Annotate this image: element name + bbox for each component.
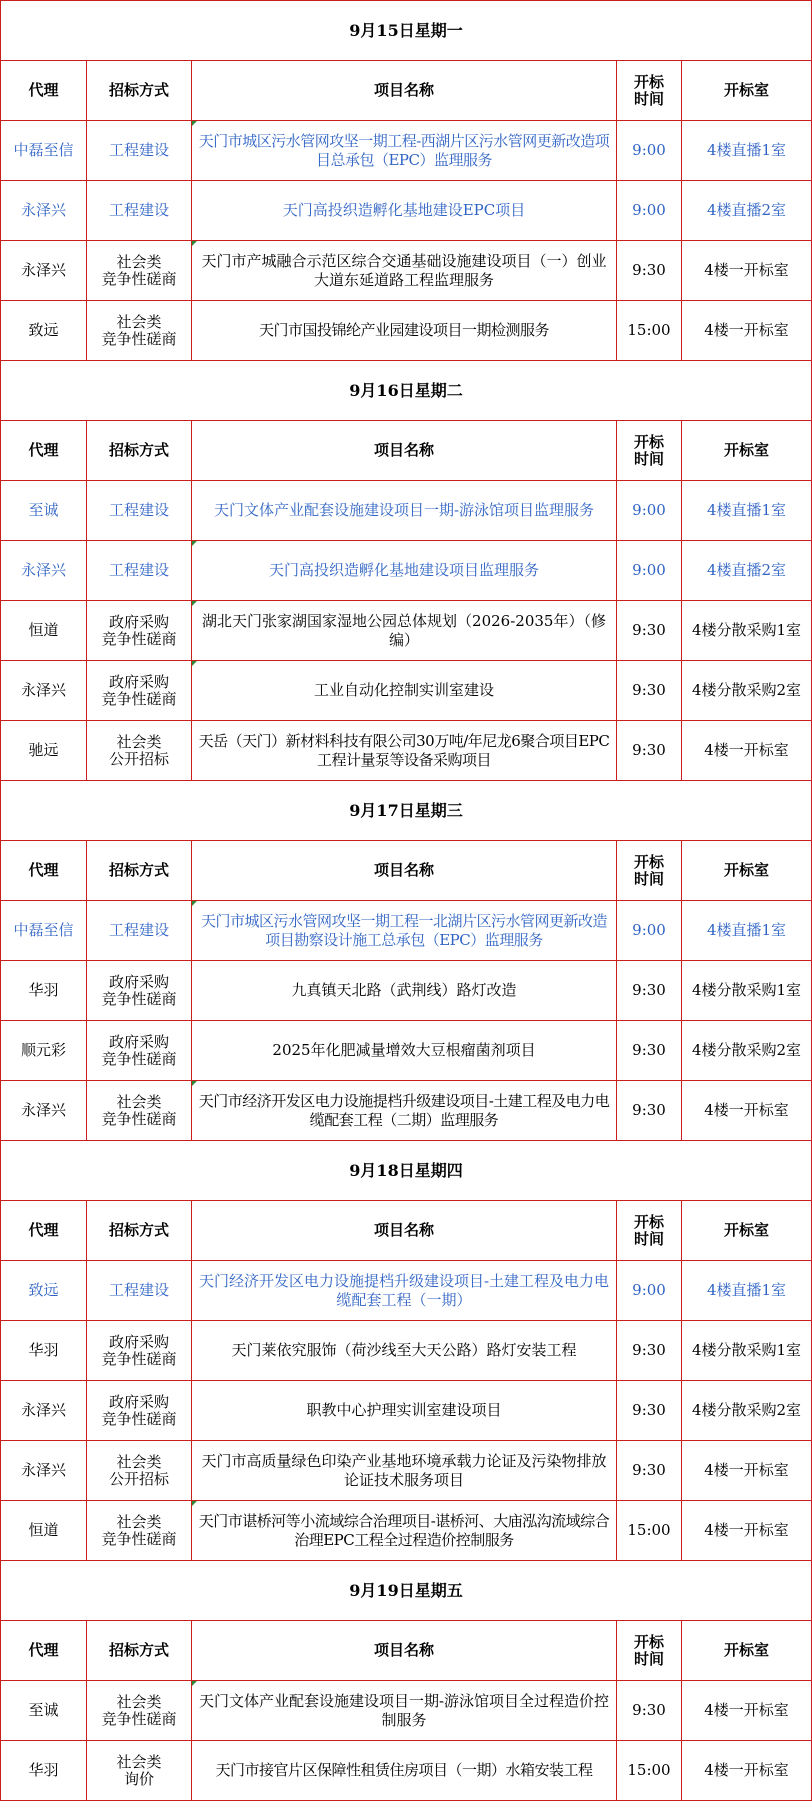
time-cell: 15:00 <box>617 1501 682 1561</box>
header-project: 项目名称 <box>192 1201 617 1261</box>
agent-cell: 永泽兴 <box>1 241 87 301</box>
method-cell: 工程建设 <box>87 121 192 181</box>
agent-cell: 华羽 <box>1 961 87 1021</box>
day-title: 9月18日星期四 <box>1 1141 812 1201</box>
header-method: 招标方式 <box>87 61 192 121</box>
table-row <box>1 661 812 721</box>
agent-cell: 永泽兴 <box>1 1441 87 1501</box>
method-cell: 社会类 询价 <box>87 1741 192 1801</box>
agent-cell: 恒道 <box>1 1501 87 1561</box>
header-agent: 代理 <box>1 1201 87 1261</box>
project-name-cell: 天门文体产业配套设施建设项目一期-游泳馆项目监理服务 <box>192 481 617 541</box>
method-cell: 社会类 竞争性磋商 <box>87 1081 192 1141</box>
room-cell: 4楼分散采购2室 <box>682 661 812 721</box>
header-time: 开标 时间 <box>617 1201 682 1261</box>
project-name-cell: 职教中心护理实训室建设项目 <box>192 1381 617 1441</box>
agent-cell: 永泽兴 <box>1 661 87 721</box>
header-method: 招标方式 <box>87 421 192 481</box>
project-name-cell: 天门市国投锦纶产业园建设项目一期检测服务 <box>192 301 617 361</box>
room-cell: 4楼一开标室 <box>682 241 812 301</box>
project-name-cell: 天门市城区污水管网攻坚一期工程一北湖片区污水管网更新改造项目勘察设计施工总承包（EPC）监理服务 <box>192 901 617 961</box>
method-cell: 政府采购 竞争性磋商 <box>87 1381 192 1441</box>
table-row <box>1 1741 812 1801</box>
room-cell: 4楼直播2室 <box>682 541 812 601</box>
project-name-cell: 天门市高质量绿色印染产业基地环境承载力论证及污染物排放论证技术服务项目 <box>192 1441 617 1501</box>
method-cell: 政府采购 竞争性磋商 <box>87 1021 192 1081</box>
header-room: 开标室 <box>682 841 812 901</box>
method-cell: 政府采购 竞争性磋商 <box>87 1321 192 1381</box>
header-agent: 代理 <box>1 1621 87 1681</box>
header-method: 招标方式 <box>87 1201 192 1261</box>
header-project: 项目名称 <box>192 421 617 481</box>
agent-cell: 致远 <box>1 1261 87 1321</box>
project-name-cell: 九真镇天北路（武荆线）路灯改造 <box>192 961 617 1021</box>
header-time: 开标 时间 <box>617 1621 682 1681</box>
time-cell: 9:00 <box>617 1261 682 1321</box>
day-header-row <box>1 1 812 61</box>
project-name-cell: 天门莱依究服饰（荷沙线至大天公路）路灯安装工程 <box>192 1321 617 1381</box>
project-name-cell: 天门市城区污水管网攻坚一期工程-西湖片区污水管网更新改造项目总承包（EPC）监理服务 <box>192 121 617 181</box>
header-agent: 代理 <box>1 841 87 901</box>
column-header-row <box>1 421 812 481</box>
agent-cell: 驰远 <box>1 721 87 781</box>
room-cell: 4楼直播2室 <box>682 181 812 241</box>
bid-schedule-body <box>1 1 812 1801</box>
table-row <box>1 1381 812 1441</box>
agent-cell: 华羽 <box>1 1321 87 1381</box>
room-cell: 4楼直播1室 <box>682 481 812 541</box>
header-method: 招标方式 <box>87 841 192 901</box>
room-cell: 4楼分散采购2室 <box>682 1021 812 1081</box>
room-cell: 4楼直播1室 <box>682 1261 812 1321</box>
method-cell: 社会类 竞争性磋商 <box>87 241 192 301</box>
day-header-row <box>1 781 812 841</box>
table-row <box>1 301 812 361</box>
project-name-cell: 天门文体产业配套设施建设项目一期-游泳馆项目全过程造价控制服务 <box>192 1681 617 1741</box>
time-cell: 9:30 <box>617 1081 682 1141</box>
day-header-row <box>1 1561 812 1621</box>
header-room: 开标室 <box>682 1201 812 1261</box>
time-cell: 9:30 <box>617 1321 682 1381</box>
day-title: 9月19日星期五 <box>1 1561 812 1621</box>
agent-cell: 华羽 <box>1 1741 87 1801</box>
method-cell: 工程建设 <box>87 1261 192 1321</box>
room-cell: 4楼一开标室 <box>682 1441 812 1501</box>
header-room: 开标室 <box>682 421 812 481</box>
header-agent: 代理 <box>1 421 87 481</box>
agent-cell: 中磊至信 <box>1 121 87 181</box>
header-room: 开标室 <box>682 61 812 121</box>
project-name-cell: 天门高投织造孵化基地建设项目监理服务 <box>192 541 617 601</box>
room-cell: 4楼直播1室 <box>682 121 812 181</box>
agent-cell: 永泽兴 <box>1 181 87 241</box>
project-name-cell: 2025年化肥减量增效大豆根瘤菌剂项目 <box>192 1021 617 1081</box>
column-header-row <box>1 1621 812 1681</box>
table-row <box>1 541 812 601</box>
header-project: 项目名称 <box>192 841 617 901</box>
time-cell: 15:00 <box>617 1741 682 1801</box>
room-cell: 4楼一开标室 <box>682 1081 812 1141</box>
room-cell: 4楼直播1室 <box>682 901 812 961</box>
header-time: 开标 时间 <box>617 61 682 121</box>
table-row <box>1 721 812 781</box>
project-name-cell: 天门市经济开发区电力设施提档升级建设项目-土建工程及电力电缆配套工程（二期）监理服务 <box>192 1081 617 1141</box>
time-cell: 9:00 <box>617 541 682 601</box>
column-header-row <box>1 1201 812 1261</box>
header-agent: 代理 <box>1 61 87 121</box>
table-row <box>1 901 812 961</box>
project-name-cell: 工业自动化控制实训室建设 <box>192 661 617 721</box>
agent-cell: 恒道 <box>1 601 87 661</box>
project-name-cell: 天门市接官片区保障性租赁住房项目（一期）水箱安装工程 <box>192 1741 617 1801</box>
room-cell: 4楼一开标室 <box>682 1741 812 1801</box>
project-name-cell: 天岳（天门）新材料科技有限公司30万吨/年尼龙6聚合项目EPC工程计量泵等设备采购项目 <box>192 721 617 781</box>
time-cell: 9:30 <box>617 1681 682 1741</box>
table-row <box>1 1261 812 1321</box>
agent-cell: 永泽兴 <box>1 1381 87 1441</box>
room-cell: 4楼一开标室 <box>682 721 812 781</box>
table-row <box>1 241 812 301</box>
column-header-row <box>1 841 812 901</box>
time-cell: 9:30 <box>617 241 682 301</box>
agent-cell: 永泽兴 <box>1 1081 87 1141</box>
agent-cell: 至诚 <box>1 481 87 541</box>
table-row <box>1 1321 812 1381</box>
method-cell: 政府采购 竞争性磋商 <box>87 961 192 1021</box>
agent-cell: 中磊至信 <box>1 901 87 961</box>
time-cell: 9:00 <box>617 121 682 181</box>
header-time: 开标 时间 <box>617 421 682 481</box>
time-cell: 9:30 <box>617 1441 682 1501</box>
method-cell: 工程建设 <box>87 181 192 241</box>
method-cell: 工程建设 <box>87 481 192 541</box>
table-row <box>1 1501 812 1561</box>
project-name-cell: 天门市产城融合示范区综合交通基础设施建设项目（一）创业大道东延道路工程监理服务 <box>192 241 617 301</box>
time-cell: 9:30 <box>617 1381 682 1441</box>
agent-cell: 至诚 <box>1 1681 87 1741</box>
time-cell: 9:30 <box>617 721 682 781</box>
method-cell: 社会类 竞争性磋商 <box>87 1681 192 1741</box>
table-row <box>1 961 812 1021</box>
method-cell: 工程建设 <box>87 901 192 961</box>
agent-cell: 永泽兴 <box>1 541 87 601</box>
method-cell: 社会类 公开招标 <box>87 721 192 781</box>
header-project: 项目名称 <box>192 61 617 121</box>
time-cell: 9:00 <box>617 181 682 241</box>
header-room: 开标室 <box>682 1621 812 1681</box>
header-time: 开标 时间 <box>617 841 682 901</box>
method-cell: 社会类 竞争性磋商 <box>87 1501 192 1561</box>
time-cell: 15:00 <box>617 301 682 361</box>
room-cell: 4楼一开标室 <box>682 1501 812 1561</box>
project-name-cell: 天门经济开发区电力设施提档升级建设项目-土建工程及电力电缆配套工程（一期） <box>192 1261 617 1321</box>
project-name-cell: 天门高投织造孵化基地建设EPC项目 <box>192 181 617 241</box>
table-row <box>1 1081 812 1141</box>
table-row <box>1 601 812 661</box>
room-cell: 4楼一开标室 <box>682 1681 812 1741</box>
table-row <box>1 481 812 541</box>
column-header-row <box>1 61 812 121</box>
time-cell: 9:00 <box>617 901 682 961</box>
method-cell: 政府采购 竞争性磋商 <box>87 601 192 661</box>
table-row <box>1 181 812 241</box>
time-cell: 9:30 <box>617 601 682 661</box>
table-row <box>1 1681 812 1741</box>
agent-cell: 致远 <box>1 301 87 361</box>
day-title: 9月15日星期一 <box>1 1 812 61</box>
project-name-cell: 天门市谌桥河等小流域综合治理项目-谌桥河、大庙泓沟流域综合治理EPC工程全过程造价控制服务 <box>192 1501 617 1561</box>
table-row <box>1 1441 812 1501</box>
method-cell: 社会类 竞争性磋商 <box>87 301 192 361</box>
day-title: 9月16日星期二 <box>1 361 812 421</box>
room-cell: 4楼一开标室 <box>682 301 812 361</box>
table-row <box>1 121 812 181</box>
room-cell: 4楼分散采购1室 <box>682 961 812 1021</box>
time-cell: 9:30 <box>617 961 682 1021</box>
header-project: 项目名称 <box>192 1621 617 1681</box>
table-row <box>1 1021 812 1081</box>
time-cell: 9:30 <box>617 1021 682 1081</box>
room-cell: 4楼分散采购1室 <box>682 601 812 661</box>
room-cell: 4楼分散采购1室 <box>682 1321 812 1381</box>
header-method: 招标方式 <box>87 1621 192 1681</box>
day-header-row <box>1 1141 812 1201</box>
room-cell: 4楼分散采购2室 <box>682 1381 812 1441</box>
method-cell: 工程建设 <box>87 541 192 601</box>
project-name-cell: 湖北天门张家湖国家湿地公园总体规划（2026-2035年）（修编） <box>192 601 617 661</box>
agent-cell: 顺元彩 <box>1 1021 87 1081</box>
day-header-row <box>1 361 812 421</box>
method-cell: 政府采购 竞争性磋商 <box>87 661 192 721</box>
day-title: 9月17日星期三 <box>1 781 812 841</box>
time-cell: 9:30 <box>617 661 682 721</box>
time-cell: 9:00 <box>617 481 682 541</box>
method-cell: 社会类 公开招标 <box>87 1441 192 1501</box>
